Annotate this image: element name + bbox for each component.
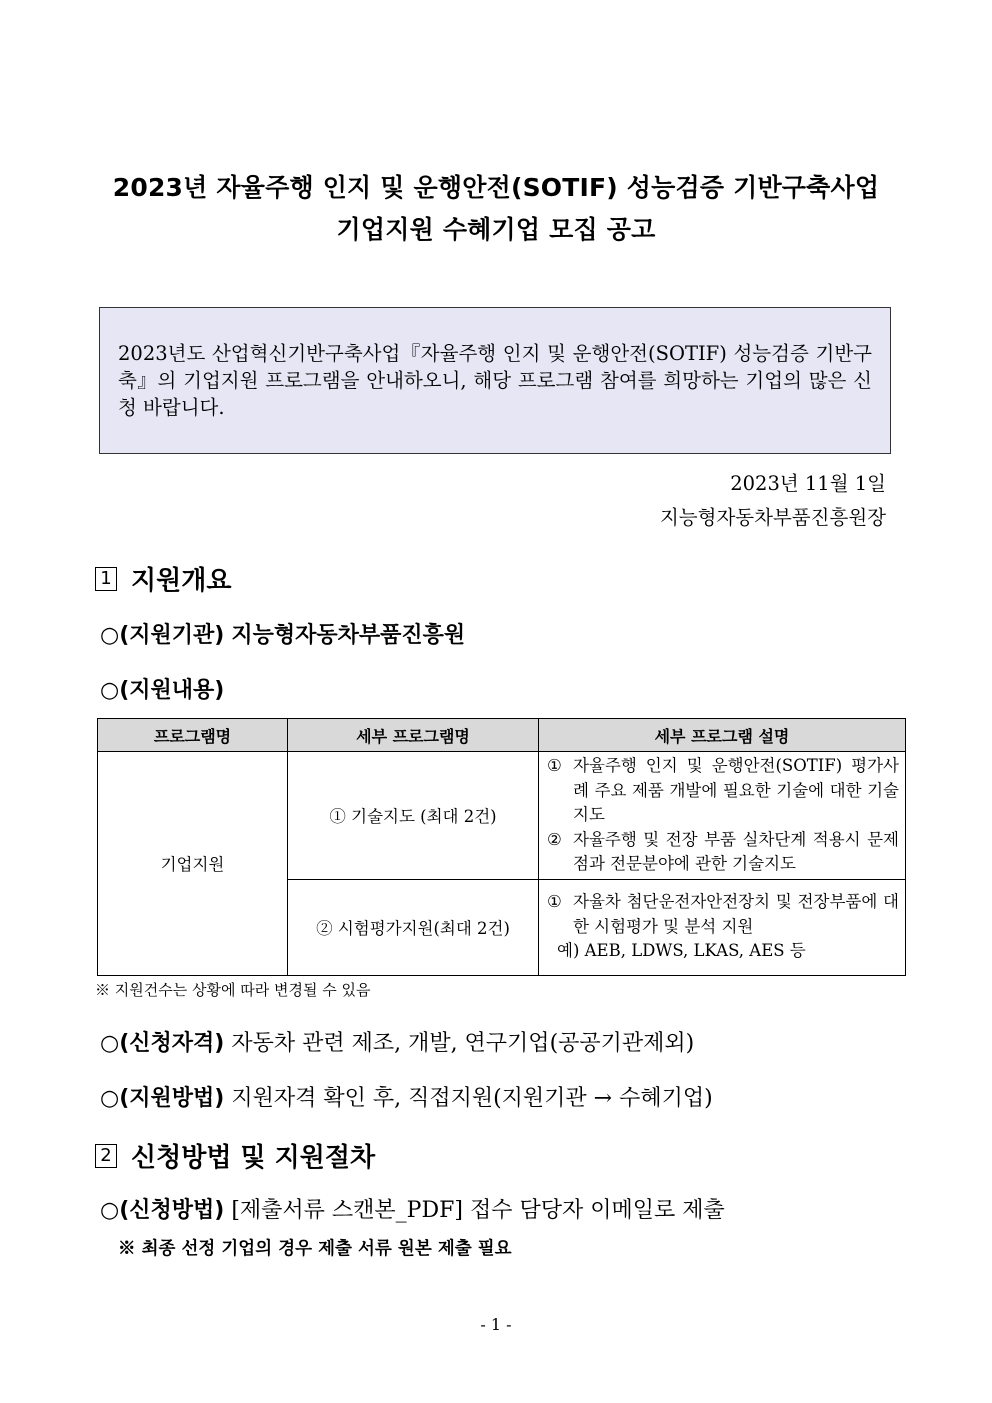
description-2 [539,879,906,975]
sub-program-2: ② 시험평가지원(최대 2건) [288,879,539,975]
description-1 [539,752,906,880]
issue-date: 2023년 11월 1일 [730,472,886,495]
bullet-circle-icon: ○ [100,678,120,703]
apply-label: (신청방법) [119,1198,225,1223]
method-label: (지원방법) [119,1086,225,1111]
document-title-line2: 기업지원 수혜기업 모집 공고 [336,215,656,244]
section-2-title: 신청방법 및 지원절차 [131,1143,376,1173]
header-sub-program: 세부 프로그램명 [288,719,539,752]
bullet-circle-icon: ○ [100,1031,120,1056]
notice-text: 2023년도 산업혁신기반구축사업『자율주행 인지 및 운행안전(SOTIF) 성능검증 기반구축』의 기업지원 프로그램을 안내하오니, 해당 프로그램 참여를 희망하는 기업의 많은 신청 바랍니다. [118,342,872,419]
page-number: - 1 - [480,1315,512,1334]
list-item: ① 자율차 첨단운전자안전장치 및 전장부품에 대한 시험평가 및 분석 지원 [547,892,899,936]
apply-note: ※ 최종 선정 기업의 경우 제출 서류 원본 제출 필요 [118,1239,512,1259]
section-1-number: 1 [95,567,117,591]
method-line [100,1081,713,1112]
eligibility-label: (신청자격) [119,1031,225,1056]
program-name: 기업지원 [98,752,288,976]
eligibility-value: 자동차 관련 제조, 개발, 연구기업(공공기관제외) [231,1031,695,1056]
document-title-line1: 2023년 자율주행 인지 및 운행안전(SOTIF) 성능검증 기반구축사업 [112,173,880,202]
method-value: 지원자격 확인 후, 직접지원(지원기관 → 수혜기업) [231,1086,713,1111]
agency-label: (지원기관) [119,623,225,648]
example-text: 예) AEB, LDWS, LKAS, AES 등 [557,941,806,961]
section-2-heading [95,1137,375,1174]
table-header-row [98,719,906,752]
eligibility-line [100,1026,694,1057]
bullet-circle-icon: ○ [100,623,120,648]
list-item: ② 자율주행 및 전장 부품 실차단계 적용시 문제점과 전문분야에 관한 기술지도 [547,829,899,873]
content-line [100,673,224,704]
header-description: 세부 프로그램 설명 [539,719,906,752]
list-item: ① 자율주행 인지 및 운행안전(SOTIF) 평가사례 주요 제품 개발에 필요한 기술에 대한 기술지도 [547,756,899,824]
header-program: 프로그램명 [98,719,288,752]
content-label: (지원내용) [119,678,225,703]
bullet-circle-icon: ○ [100,1086,120,1111]
section-2-number: 2 [95,1144,117,1168]
section-1-title: 지원개요 [131,566,232,596]
sub-program-1: ① 기술지도 (최대 2건) [288,752,539,880]
program-table [97,718,906,976]
agency-value: 지능형자동차부품진흥원 [231,623,466,648]
apply-line [100,1193,725,1224]
section-1-heading [95,560,231,597]
issuer: 지능형자동차부품진흥원장 [659,506,886,529]
bullet-circle-icon: ○ [100,1198,120,1223]
table-row [98,752,906,880]
notice-box [99,307,891,454]
table-note: ※ 지원건수는 상황에 따라 변경될 수 있음 [95,981,371,999]
agency-line [100,618,465,649]
apply-value: [제출서류 스캔본_PDF] 접수 담당자 이메일로 제출 [231,1198,725,1223]
